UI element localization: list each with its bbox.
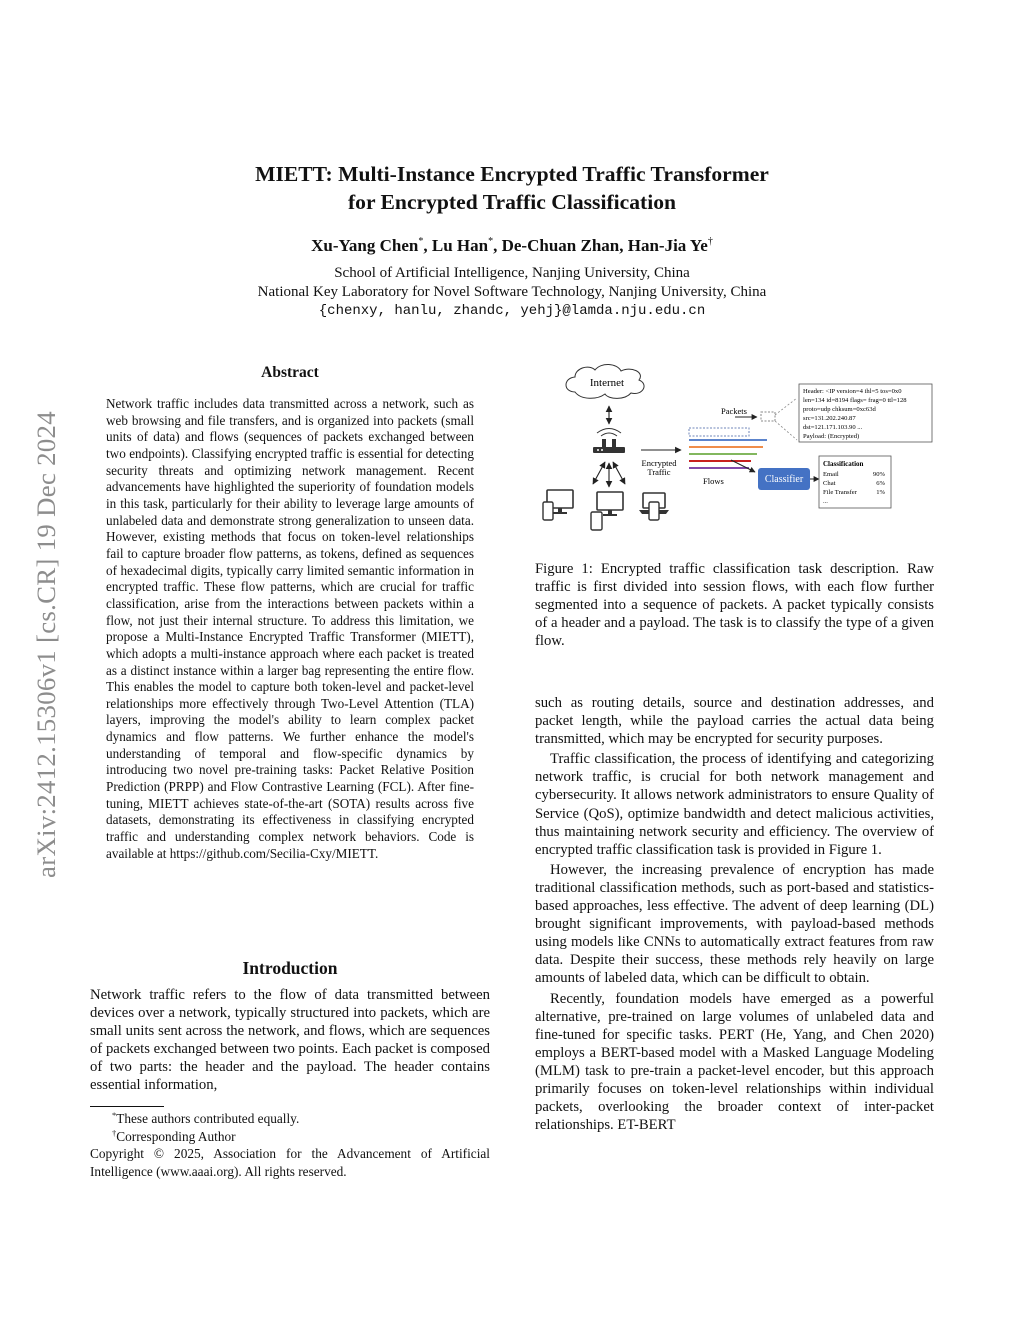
smartphone-icon [591, 512, 602, 530]
header-line: proto=udp chksum=0xc63d [803, 406, 876, 413]
equal-contribution-mark: * [488, 236, 494, 247]
introduction-body: Network traffic refers to the flow of data transmitted between devices over a network, typically structured into packets, which are small units sent across the network, and flows, which are sequences of packets exchanged between two points. Each packet is composed of two parts: the header and the payload. The header contains essential information, [90, 987, 490, 1094]
packet-sequence-icon [761, 412, 775, 421]
internet-label: Internet [589, 377, 625, 389]
footnote-equal-contribution [90, 1110, 490, 1128]
flow-lines [689, 428, 767, 468]
introduction-heading: Introduction [242, 958, 338, 978]
paragraph: Recently, foundation models have emerged as a powerful alternative, pre-trained on large volumes of unlabeled data and fine-tuned for specific tasks. PERT (He, Yang, and Chen 2020) employs a BERT-based model with a Masked Language Modeling (MLM) task to pre-train a packet-level encoder, but this approach primarily focuses on token-level relationships within individual packets, overlooking the broader context of inter-packet relationships. ET-BERT [535, 990, 934, 1134]
footnote-corresponding [90, 1128, 490, 1146]
packet-header-box [799, 384, 932, 442]
packets-label: Packets [721, 406, 747, 416]
device-link-arrow [593, 462, 605, 484]
equal-contribution-mark: * [418, 236, 424, 247]
author-name: Lu Han [431, 236, 489, 255]
zoom-connector [775, 421, 797, 440]
abstract-body: Network traffic includes data transmitted across a network, such as web browsing and file transfers, and is organized into packets (small units of data) and flows (sequences of packets exchanged between two endpoints). Classifying encrypted traffic is essential for detecting security threats and optimizing network management. Recent advancements have highlighted the superiority of foundation models in this task, particularly for their ability to leverage large amounts of unlabeled data and demonstrate strong generalization to unseen data. However, existing methods that focus on token-level relationships fail to capture broader flow patterns, as tokens, defined as sequences of hexadecimal digits, typically carry limited semantic information in encrypted traffic. These flow patterns, which are crucial for traffic classification, arise from the interactions between packets within a flow, not just their internal structure. To address this limitation, we propose a Multi-Instance Encrypted Traffic Transformer (MIETT), which adopts a multi-instance approach where each packet is treated as a distinct instance within a larger bag representing the entire flow. This enables the model to capture both token-level and packet-level relationships more effectively through Two-Level Attention (TLA) layers, improving the model's ability to learn complex packet dynamics and flow patterns. We further enhance the model's understanding of temporal and flow-specific dynamics by introducing two novel pre-training tasks: Packet Relative Position Prediction (PRPP) and Flow Contrastive Learning (FCL). After fine-tuning, MIETT achieves state-of-the-art (SOTA) results across five datasets, demonstrating its effectiveness in classifying encrypted traffic and understanding complex network behaviors. Code is available at https://github.com/Secilia-Cxy/MIETT. [106, 396, 474, 861]
router-icon [593, 429, 625, 454]
encrypted-traffic-label: Traffic [647, 467, 671, 477]
header-line: Payload: (Encrypted) [803, 433, 860, 440]
paragraph: However, the increasing prevalence of encryption has made traditional classification methods, such as port-based and statistics-based approaches, less effective. The advent of deep learning (DL) brought significant improvements, with payload-based methods using models like CNNs to automatically extract features from raw data. Despite their success, these methods rely heavily on large amounts of labeled data, which can be difficult to obtain. [535, 861, 934, 987]
title-line-1: MIETT: Multi-Instance Encrypted Traffic Transformer [255, 162, 769, 186]
author-name: De-Chuan Zhan [501, 236, 620, 255]
author-name: Han-Jia Ye [627, 236, 708, 255]
corresponding-author-mark: † [707, 236, 713, 247]
arxiv-identifier-text: arXiv:2412.15306v1 [cs.CR] 19 Dec 2024 [30, 410, 61, 878]
flow-packet-box [689, 428, 749, 436]
paragraph: Traffic classification, the process of identifying and categorizing network traffic, is crucial for both network management and cybersecurity. It allows network administrators to ensure Quality of Service (QoS), optimize bandwidth and detect malicious activities, thus maintaining network security and efficiency. The overview of encrypted traffic classification task is provided in Figure 1. [535, 751, 934, 858]
class-probability: 90% [872, 471, 885, 478]
footnote-mark: * [112, 1110, 117, 1120]
author-emails: {chenxy, hanlu, zhandc, yehj}@lamda.nju.edu.cn [318, 303, 706, 319]
footnote-text: These authors contributed equally. [116, 1111, 300, 1126]
class-probability: 1% [876, 489, 885, 496]
class-name: Email [823, 471, 839, 478]
header-line: src=131.202.240.87 [803, 415, 856, 422]
figure-1-caption: Figure 1: Encrypted traffic classification task description. Raw traffic is first divided into session flows, with each flow further segmented into a sequence of packets. A packet typically consists of a header and a payload. The task is to classify the type of a given flow. [535, 561, 934, 650]
classification-title: Classification [823, 460, 864, 468]
copyright-notice: Copyright © 2025, Association for the Advancement of Artificial Intelligence (www.aaai.org). All rights reserved. [90, 1146, 490, 1179]
zoom-connector [775, 398, 797, 415]
footnote-rule [90, 1106, 164, 1107]
header-line: dst=121.171.103.90 ... [803, 424, 863, 431]
smartphone-icon [543, 502, 553, 520]
abstract-heading: Abstract [261, 364, 319, 381]
author-list: Xu-Yang Chen*, Lu Han*, De-Chuan Zhan, Han-Jia Ye† [311, 236, 713, 255]
internet-cloud-icon [566, 364, 644, 398]
class-ellipsis: ... [823, 498, 828, 505]
flows-label: Flows [703, 476, 724, 486]
class-name: File Transfer [823, 489, 857, 496]
figure-1-diagram [535, 360, 935, 550]
class-probability: 6% [876, 480, 885, 487]
affiliation-line: National Key Laboratory for Novel Software Technology, Nanjing University, China [257, 284, 767, 300]
introduction-continued [535, 694, 934, 1134]
encrypted-traffic-label: Encrypted [641, 458, 677, 468]
smartphone-icon [649, 502, 659, 520]
class-name: Chat [823, 480, 836, 487]
affiliations [150, 264, 874, 321]
header-line: Header: <IP version=4 ihl=5 tos=0x0 [803, 388, 902, 395]
author-name: Xu-Yang Chen [311, 236, 419, 255]
header-line: len=134 id=8194 flags= frag=0 ttl=128 [803, 397, 907, 404]
paragraph: such as routing details, source and destination addresses, and packet length, while the payload carries the actual data being transmitted, which may be encrypted for security purposes. [535, 695, 934, 748]
classifier-label: Classifier [764, 474, 804, 485]
title-line-2: for Encrypted Traffic Classification [347, 190, 677, 214]
affiliation-line: School of Artificial Intelligence, Nanjing University, China [334, 265, 690, 281]
footnote-text: Corresponding Author [116, 1128, 236, 1144]
footnote-mark: † [112, 1127, 117, 1138]
device-link-arrow [613, 462, 625, 484]
paper-title [150, 160, 874, 216]
classification-result-box [819, 456, 891, 508]
footnotes [90, 1110, 490, 1180]
arxiv-identifier-stamp [24, 345, 68, 943]
